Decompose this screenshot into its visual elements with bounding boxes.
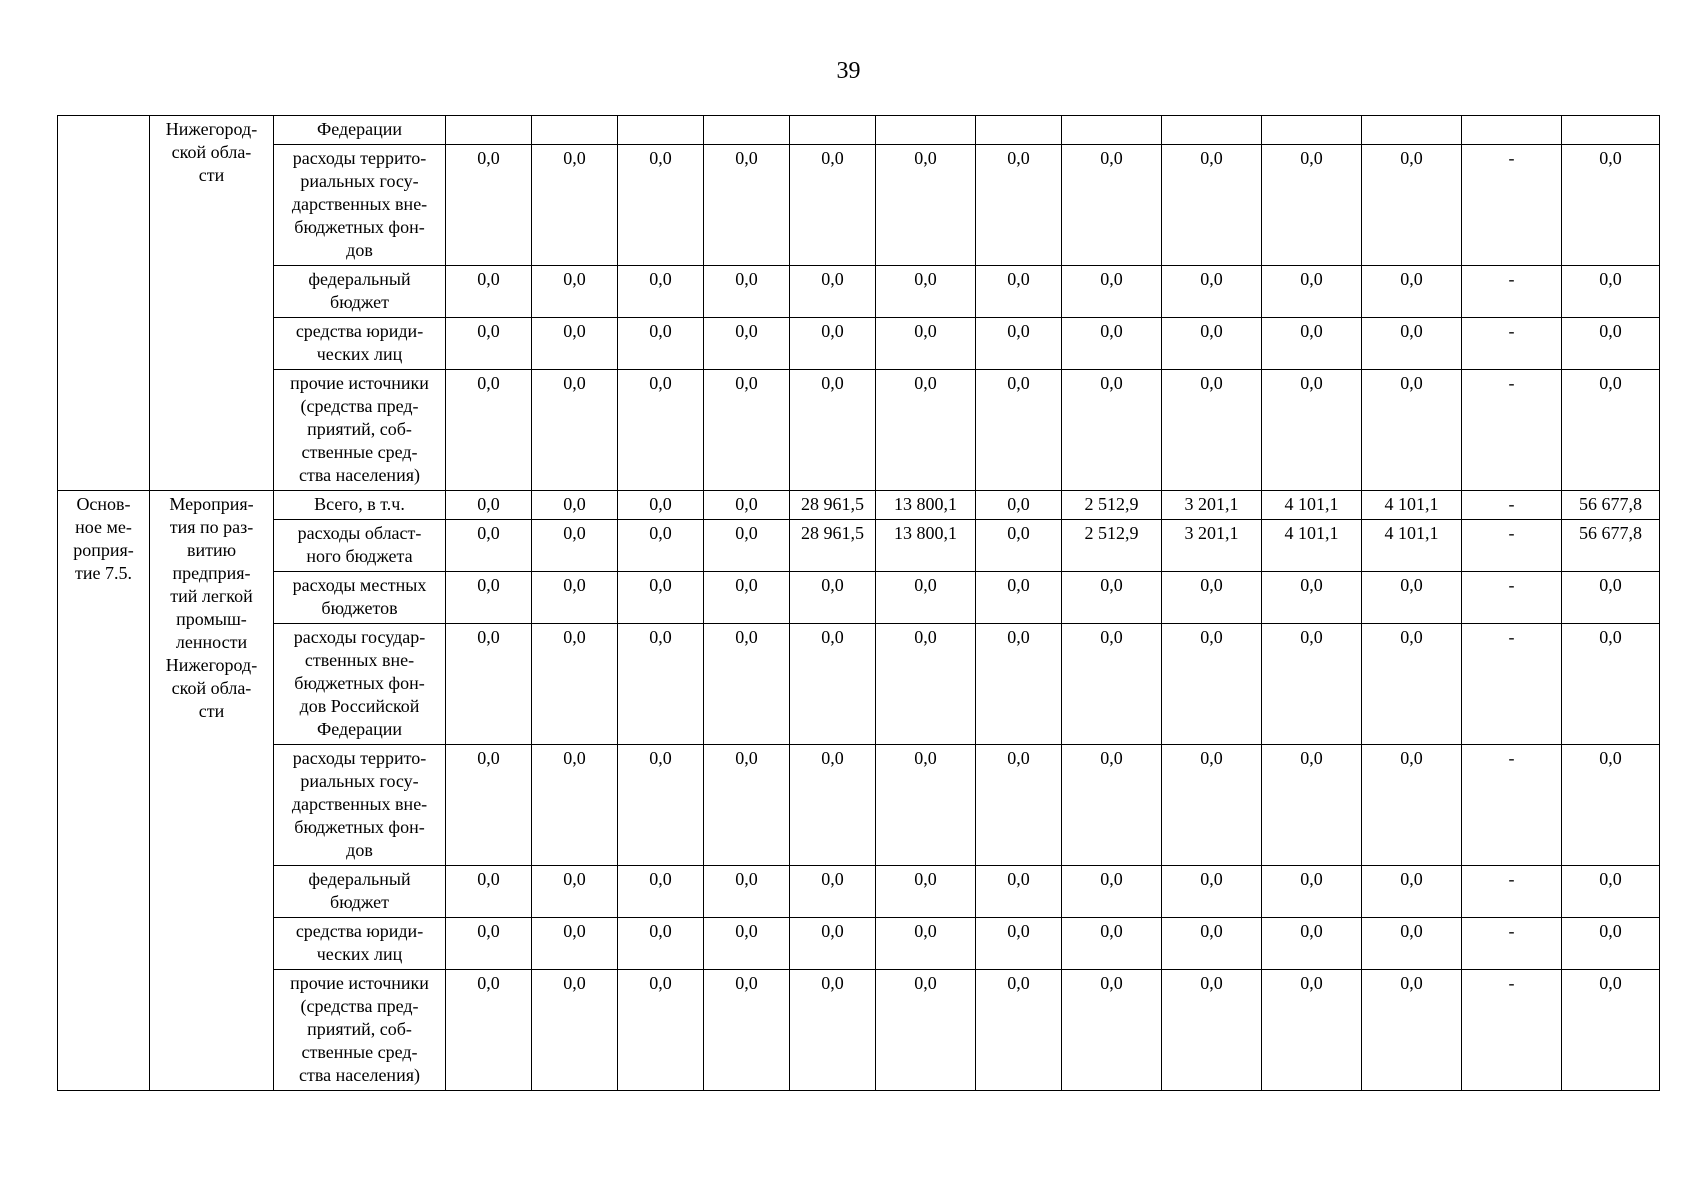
value-cell: 0,0 [704, 491, 790, 520]
value-cell: 0,0 [790, 145, 876, 266]
value-cell: 0,0 [1062, 970, 1162, 1091]
value-cell: 0,0 [976, 918, 1062, 970]
value-cell: 0,0 [618, 266, 704, 318]
table-row [58, 745, 1660, 866]
value-cell: 0,0 [446, 572, 532, 624]
value-cell: 0,0 [532, 318, 618, 370]
value-cell: 0,0 [1062, 866, 1162, 918]
value-cell: 0,0 [704, 318, 790, 370]
value-cell: 0,0 [1262, 970, 1362, 1091]
value-cell: 0,0 [876, 370, 976, 491]
value-cell: 0,0 [876, 318, 976, 370]
value-cell: 0,0 [532, 266, 618, 318]
value-cell: 0,0 [1162, 318, 1262, 370]
activity-number-cell [58, 116, 150, 491]
value-cell: 0,0 [1062, 624, 1162, 745]
value-cell: 0,0 [1362, 370, 1462, 491]
value-cell: 0,0 [1362, 266, 1462, 318]
value-cell: 0,0 [1062, 318, 1162, 370]
value-cell: - [1462, 520, 1562, 572]
funding-source-cell: федеральный бюджет [274, 266, 446, 318]
value-cell: 0,0 [532, 145, 618, 266]
table-row [58, 866, 1660, 918]
value-cell: 0,0 [446, 745, 532, 866]
value-cell: - [1462, 370, 1562, 491]
value-cell: 0,0 [876, 970, 976, 1091]
value-cell: 0,0 [790, 318, 876, 370]
value-cell: 0,0 [532, 866, 618, 918]
value-cell: 0,0 [618, 318, 704, 370]
value-cell: 0,0 [446, 145, 532, 266]
value-cell: 0,0 [1362, 145, 1462, 266]
value-cell: 0,0 [1162, 572, 1262, 624]
value-cell: 0,0 [1062, 572, 1162, 624]
value-cell: 28 961,5 [790, 491, 876, 520]
value-cell: 0,0 [1262, 572, 1362, 624]
value-cell: 0,0 [876, 572, 976, 624]
funding-source-cell: Федерации [274, 116, 446, 145]
value-cell: 0,0 [446, 918, 532, 970]
value-cell: 0,0 [1262, 370, 1362, 491]
value-cell: - [1462, 866, 1562, 918]
value-cell: - [1462, 918, 1562, 970]
value-cell: - [1462, 624, 1562, 745]
value-cell: 4 101,1 [1262, 520, 1362, 572]
value-cell: 0,0 [790, 918, 876, 970]
value-cell [446, 116, 532, 145]
value-cell: 0,0 [1562, 624, 1660, 745]
funding-source-cell: средства юриди- ческих лиц [274, 318, 446, 370]
value-cell: 2 512,9 [1062, 491, 1162, 520]
value-cell: 0,0 [790, 572, 876, 624]
value-cell: 0,0 [1262, 745, 1362, 866]
value-cell: 0,0 [876, 624, 976, 745]
value-cell: 0,0 [618, 520, 704, 572]
value-cell: 0,0 [1362, 866, 1462, 918]
value-cell: 0,0 [1162, 370, 1262, 491]
value-cell: 0,0 [618, 918, 704, 970]
value-cell: 28 961,5 [790, 520, 876, 572]
value-cell: 0,0 [618, 745, 704, 866]
value-cell: 0,0 [704, 624, 790, 745]
value-cell: 0,0 [976, 370, 1062, 491]
value-cell: 56 677,8 [1562, 491, 1660, 520]
value-cell: 0,0 [876, 918, 976, 970]
value-cell: 3 201,1 [1162, 491, 1262, 520]
table-body [58, 116, 1660, 1091]
value-cell [1562, 116, 1660, 145]
value-cell: 0,0 [618, 624, 704, 745]
value-cell: 0,0 [446, 520, 532, 572]
funding-source-cell: прочие источники (средства пред- приятий, соб- ственные сред- ства населения) [274, 370, 446, 491]
activity-number-cell: Основ- ное ме- роприя- тие 7.5. [58, 491, 150, 1091]
value-cell: 0,0 [532, 745, 618, 866]
value-cell: 13 800,1 [876, 520, 976, 572]
page-number: 39 [836, 58, 861, 84]
value-cell: 0,0 [976, 745, 1062, 866]
value-cell: 0,0 [790, 970, 876, 1091]
funding-source-cell: расходы террито- риальных госу- дарственных вне- бюджетных фон- дов [274, 745, 446, 866]
value-cell: 0,0 [1162, 745, 1262, 866]
funding-source-cell: прочие источники (средства пред- приятий, соб- ственные сред- ства населения) [274, 970, 446, 1091]
value-cell: 4 101,1 [1262, 491, 1362, 520]
value-cell: 0,0 [446, 318, 532, 370]
value-cell [704, 116, 790, 145]
value-cell: 0,0 [532, 918, 618, 970]
value-cell: 0,0 [1062, 266, 1162, 318]
value-cell: 0,0 [876, 745, 976, 866]
value-cell: 0,0 [1162, 624, 1262, 745]
value-cell: 0,0 [704, 145, 790, 266]
value-cell: 0,0 [1062, 370, 1162, 491]
value-cell: 0,0 [704, 572, 790, 624]
activity-name-cell: Нижегород- ской обла- сти [150, 116, 274, 491]
value-cell: 0,0 [446, 491, 532, 520]
value-cell: 0,0 [1562, 266, 1660, 318]
value-cell: 0,0 [704, 970, 790, 1091]
value-cell: 0,0 [976, 318, 1062, 370]
value-cell: 0,0 [704, 745, 790, 866]
value-cell: 0,0 [1262, 318, 1362, 370]
value-cell: 0,0 [1362, 745, 1462, 866]
value-cell: - [1462, 745, 1562, 866]
value-cell: 0,0 [1162, 918, 1262, 970]
table-row [58, 572, 1660, 624]
value-cell: 0,0 [446, 370, 532, 491]
value-cell: 0,0 [618, 491, 704, 520]
value-cell: 0,0 [618, 970, 704, 1091]
value-cell [790, 116, 876, 145]
value-cell: 0,0 [790, 866, 876, 918]
value-cell: 0,0 [618, 370, 704, 491]
value-cell: 0,0 [1362, 572, 1462, 624]
value-cell: - [1462, 145, 1562, 266]
value-cell: 0,0 [976, 520, 1062, 572]
value-cell: 0,0 [1362, 624, 1462, 745]
value-cell: 0,0 [976, 866, 1062, 918]
value-cell: 0,0 [532, 572, 618, 624]
value-cell: 0,0 [1562, 318, 1660, 370]
value-cell: 0,0 [790, 266, 876, 318]
value-cell: 0,0 [704, 520, 790, 572]
value-cell: 0,0 [790, 745, 876, 866]
value-cell [876, 116, 976, 145]
value-cell: 0,0 [704, 266, 790, 318]
value-cell: 4 101,1 [1362, 520, 1462, 572]
value-cell: 0,0 [446, 970, 532, 1091]
value-cell: 0,0 [1362, 318, 1462, 370]
budget-table [57, 115, 1660, 1091]
value-cell: 0,0 [1562, 918, 1660, 970]
value-cell: 0,0 [1362, 918, 1462, 970]
value-cell: 0,0 [1162, 145, 1262, 266]
table-row [58, 520, 1660, 572]
value-cell: 0,0 [532, 370, 618, 491]
value-cell: 0,0 [1162, 970, 1262, 1091]
value-cell: 0,0 [1562, 970, 1660, 1091]
value-cell: - [1462, 318, 1562, 370]
value-cell: 0,0 [1262, 918, 1362, 970]
funding-source-cell: Всего, в т.ч. [274, 491, 446, 520]
value-cell: 0,0 [976, 970, 1062, 1091]
value-cell: 0,0 [704, 866, 790, 918]
value-cell: 0,0 [532, 520, 618, 572]
table-row [58, 145, 1660, 266]
value-cell: 0,0 [1562, 145, 1660, 266]
value-cell: 0,0 [1562, 866, 1660, 918]
value-cell: 3 201,1 [1162, 520, 1262, 572]
activity-name-cell: Мероприя- тия по раз- витию предприя- тий легкой промыш- ленности Нижегород- ской обла- сти [150, 491, 274, 1091]
value-cell: 0,0 [1262, 866, 1362, 918]
value-cell: 0,0 [532, 624, 618, 745]
value-cell: 0,0 [976, 266, 1062, 318]
table-row [58, 918, 1660, 970]
table-row [58, 624, 1660, 745]
value-cell [1462, 116, 1562, 145]
value-cell: 0,0 [976, 624, 1062, 745]
table-row [58, 970, 1660, 1091]
value-cell [1362, 116, 1462, 145]
value-cell: 0,0 [1162, 866, 1262, 918]
value-cell [532, 116, 618, 145]
value-cell: 0,0 [1362, 970, 1462, 1091]
value-cell: 0,0 [876, 145, 976, 266]
table-row [58, 370, 1660, 491]
funding-source-cell: расходы местных бюджетов [274, 572, 446, 624]
value-cell: 0,0 [446, 866, 532, 918]
value-cell: 56 677,8 [1562, 520, 1660, 572]
funding-source-cell: расходы государ- ственных вне- бюджетных фон- дов Российской Федерации [274, 624, 446, 745]
value-cell: 0,0 [976, 491, 1062, 520]
value-cell: 0,0 [618, 572, 704, 624]
value-cell: 0,0 [446, 266, 532, 318]
value-cell: 0,0 [704, 918, 790, 970]
value-cell [1062, 116, 1162, 145]
value-cell: 0,0 [1262, 624, 1362, 745]
funding-source-cell: расходы област- ного бюджета [274, 520, 446, 572]
value-cell: 0,0 [1562, 370, 1660, 491]
value-cell: 0,0 [1162, 266, 1262, 318]
funding-source-cell: расходы террито- риальных госу- дарственных вне- бюджетных фон- дов [274, 145, 446, 266]
value-cell: 0,0 [1262, 266, 1362, 318]
value-cell: - [1462, 572, 1562, 624]
value-cell: 13 800,1 [876, 491, 976, 520]
value-cell: 0,0 [876, 266, 976, 318]
value-cell: 0,0 [876, 866, 976, 918]
value-cell [976, 116, 1062, 145]
value-cell: 0,0 [1062, 918, 1162, 970]
value-cell: - [1462, 491, 1562, 520]
table-row [58, 491, 1660, 520]
value-cell [618, 116, 704, 145]
value-cell: 0,0 [1062, 745, 1162, 866]
table-row [58, 318, 1660, 370]
value-cell: 0,0 [1562, 745, 1660, 866]
value-cell: 4 101,1 [1362, 491, 1462, 520]
value-cell: 0,0 [790, 624, 876, 745]
value-cell: 0,0 [1262, 145, 1362, 266]
value-cell [1162, 116, 1262, 145]
value-cell: 0,0 [790, 370, 876, 491]
value-cell: 0,0 [532, 491, 618, 520]
value-cell: 0,0 [618, 866, 704, 918]
value-cell: 0,0 [446, 624, 532, 745]
value-cell: - [1462, 266, 1562, 318]
funding-source-cell: средства юриди- ческих лиц [274, 918, 446, 970]
value-cell: 0,0 [618, 145, 704, 266]
value-cell: 0,0 [1062, 145, 1162, 266]
value-cell: 0,0 [532, 970, 618, 1091]
table-row [58, 266, 1660, 318]
value-cell: 2 512,9 [1062, 520, 1162, 572]
value-cell: - [1462, 970, 1562, 1091]
funding-source-cell: федеральный бюджет [274, 866, 446, 918]
value-cell: 0,0 [976, 572, 1062, 624]
value-cell: 0,0 [976, 145, 1062, 266]
value-cell: 0,0 [1562, 572, 1660, 624]
table-row [58, 116, 1660, 145]
value-cell [1262, 116, 1362, 145]
value-cell: 0,0 [704, 370, 790, 491]
